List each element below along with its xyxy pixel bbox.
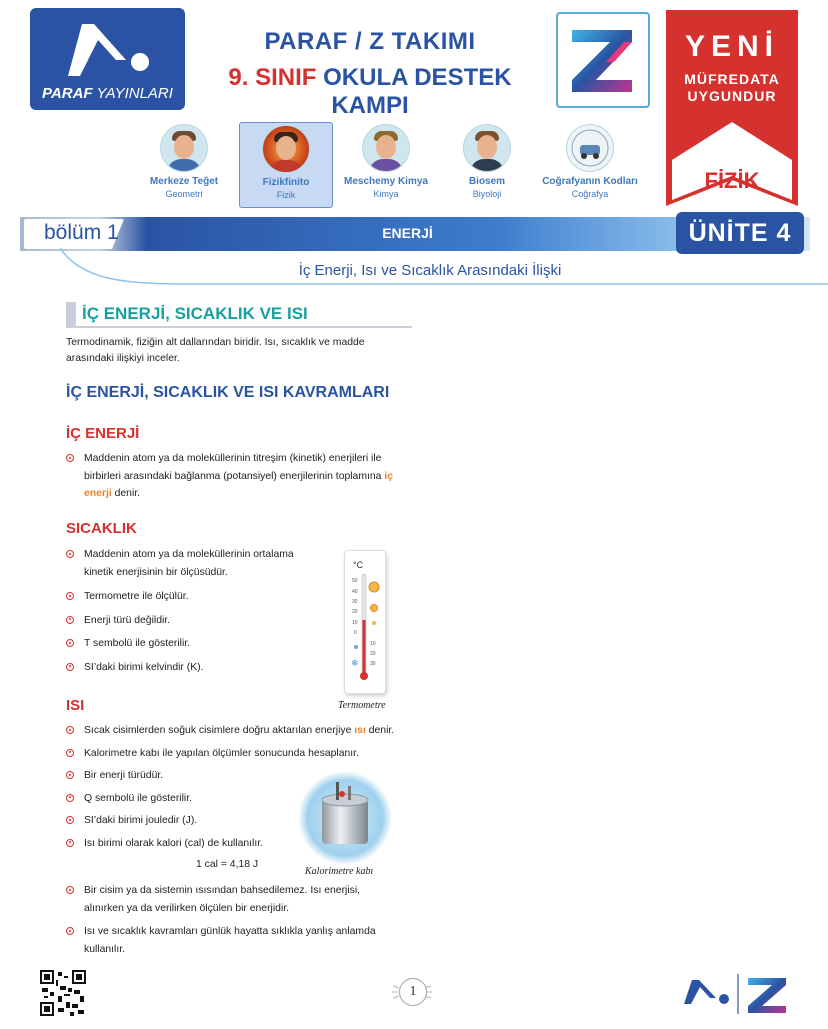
svg-text:❄: ❄: [351, 658, 359, 668]
teacher-avatar: [160, 124, 208, 172]
bullet-icon: [66, 794, 74, 802]
teacher-card-geometri[interactable]: [138, 122, 230, 206]
bullet-icon: [66, 927, 74, 935]
ribbon-mufredata: MÜFREDATA UYGUNDUR: [684, 71, 780, 104]
bullet-icon: [66, 639, 74, 647]
thermometer-caption: Termometre: [338, 700, 386, 711]
list-item: Bir cisim ya da sistemin ısısından bahsedilemez. Isı enerjisi, alınırken ya da verilirken ölçülen bir enerjidir.: [66, 882, 401, 917]
calorimeter-image: [296, 770, 394, 866]
list-item: Maddenin atom ya da moleküllerinin titreşim (kinetik) enerjileri ile birbirleri arasındaki bağlanma (potansiyel) enerjilerinin toplamına iç enerji denir.: [66, 450, 401, 503]
bullet-icon: [66, 454, 74, 462]
list-item: SI’daki birimi jouledir (J).: [66, 812, 406, 830]
list-item: Kalorimetre kabı ile yapılan ölçümler sonucunda hesaplanır.: [66, 745, 406, 763]
bullet-icon: [66, 663, 74, 671]
isi-list-after: [66, 882, 401, 958]
tick-label: 10: [352, 620, 358, 626]
tick-label: 20: [352, 609, 358, 615]
list-item: Enerji türü değildir.: [66, 612, 321, 630]
cal-joule-formula: 1 cal = 4,18 J: [196, 859, 259, 870]
teacher-card-kimya[interactable]: [340, 122, 432, 206]
cografya-logo-icon: [566, 124, 614, 172]
ribbon-subject: FİZİK: [704, 168, 760, 193]
ic-enerji-heading: İÇ ENERJİ: [66, 425, 140, 442]
list-item: Termometre ile ölçülür.: [66, 588, 321, 606]
sicaklik-list: [66, 546, 321, 676]
tick-label: 30: [352, 599, 358, 605]
tick-label: 50: [352, 578, 358, 584]
list-item: Isı birimi olarak kalori (cal) de kullanılır.: [66, 835, 406, 853]
teacher-avatar: [362, 124, 410, 172]
thermometer-unit: °C: [353, 560, 364, 570]
teacher-card-fizik[interactable]: [239, 122, 333, 208]
publisher-name: PARAF YAYINLARI: [42, 85, 173, 102]
teacher-name: Merkeze Teğet: [149, 176, 219, 187]
tick-label: 10: [370, 641, 376, 647]
sicaklik-heading: SICAKLIK: [66, 520, 137, 537]
bullet-icon: [66, 616, 74, 624]
tick-label: 30: [370, 661, 376, 667]
teacher-name: Meschemy Kimya: [344, 176, 428, 187]
bolum-label: bölüm 1: [44, 221, 119, 244]
bullet-icon: [66, 550, 74, 558]
ribbon-yeni: YENİ: [684, 30, 780, 63]
unite-label: ÜNİTE 4: [688, 219, 792, 247]
teacher-card-cografya[interactable]: [542, 122, 638, 206]
teacher-avatar: [262, 125, 310, 173]
topic-subtitle: İç Enerji, Isı ve Sıcaklık Arasındaki İlişki: [298, 262, 562, 279]
bullet-icon: [66, 816, 74, 824]
z-takimi-logo: [556, 12, 650, 108]
list-item: Maddenin atom ya da moleküllerinin ortalama kinetik enerjisinin bir ölçüsüdür.: [66, 546, 321, 581]
bullet-icon: [66, 749, 74, 757]
intro-paragraph: Termodinamik, fiziğin alt dallarından biridir. Isı, sıcaklık ve madde arasındaki ilişkiyi inceler.: [66, 337, 365, 364]
thermometer-icon: [344, 550, 384, 692]
concepts-title: İÇ ENERJİ, SICAKLIK VE ISI KAVRAMLARI: [66, 384, 390, 401]
list-item: SI’daki birimi kelvindir (K).: [66, 659, 321, 677]
section-title: İÇ ENERJİ, SICAKLIK VE ISI: [66, 302, 412, 328]
publisher-logo: [30, 8, 185, 110]
list-item: T sembolü ile gösterilir.: [66, 635, 321, 653]
calorimeter-caption: Kalorimetre kabı: [305, 866, 374, 877]
page-number: 1: [399, 978, 427, 1006]
teacher-name: Biosem: [468, 176, 506, 187]
list-item: Bir enerji türüdür.: [66, 767, 406, 785]
band-title: ENERJİ: [382, 225, 433, 241]
teacher-name: Coğrafyanın Kodları: [542, 176, 638, 187]
bullet-icon: [66, 886, 74, 894]
teacher-subject: Coğrafya: [571, 189, 609, 199]
qr-code-icon[interactable]: [40, 970, 86, 1016]
teacher-subject: Kimya: [373, 189, 399, 199]
bullet-icon: [66, 726, 74, 734]
paraf-arrow-icon: [60, 20, 155, 85]
ic-enerji-list: [66, 450, 401, 503]
list-item: Sıcak cisimlerden soğuk cisimlere doğru aktarılan enerjiye ısı denir.: [66, 722, 406, 740]
list-item: Q sembolü ile gösterilir.: [66, 790, 406, 808]
camp-title-line1: PARAF / Z TAKIMI: [264, 28, 476, 55]
teacher-avatar: [463, 124, 511, 172]
teacher-subject: Geometri: [165, 189, 203, 199]
isi-heading: ISI: [66, 697, 85, 714]
tick-label: 20: [370, 651, 376, 657]
teacher-name: Fizikfinito: [262, 177, 310, 188]
footer-logos: [682, 972, 792, 1016]
teacher-subject: Biyoloji: [472, 189, 502, 199]
bullet-icon: [66, 592, 74, 600]
tick-label: 0: [354, 630, 357, 636]
teacher-card-biyoloji[interactable]: [441, 122, 533, 206]
camp-title-line2: 9. SINIF OKULA DESTEK KAMPI: [228, 64, 512, 119]
bullet-icon: [66, 839, 74, 847]
z-logo-icon: [566, 22, 640, 98]
tick-label: 40: [352, 589, 358, 595]
teacher-subject: Fizik: [276, 190, 296, 200]
bullet-icon: [66, 771, 74, 779]
list-item: Isı ve sıcaklık kavramları günlük hayatta sıklıkla yanlış anlamda kullanılır.: [66, 923, 401, 958]
